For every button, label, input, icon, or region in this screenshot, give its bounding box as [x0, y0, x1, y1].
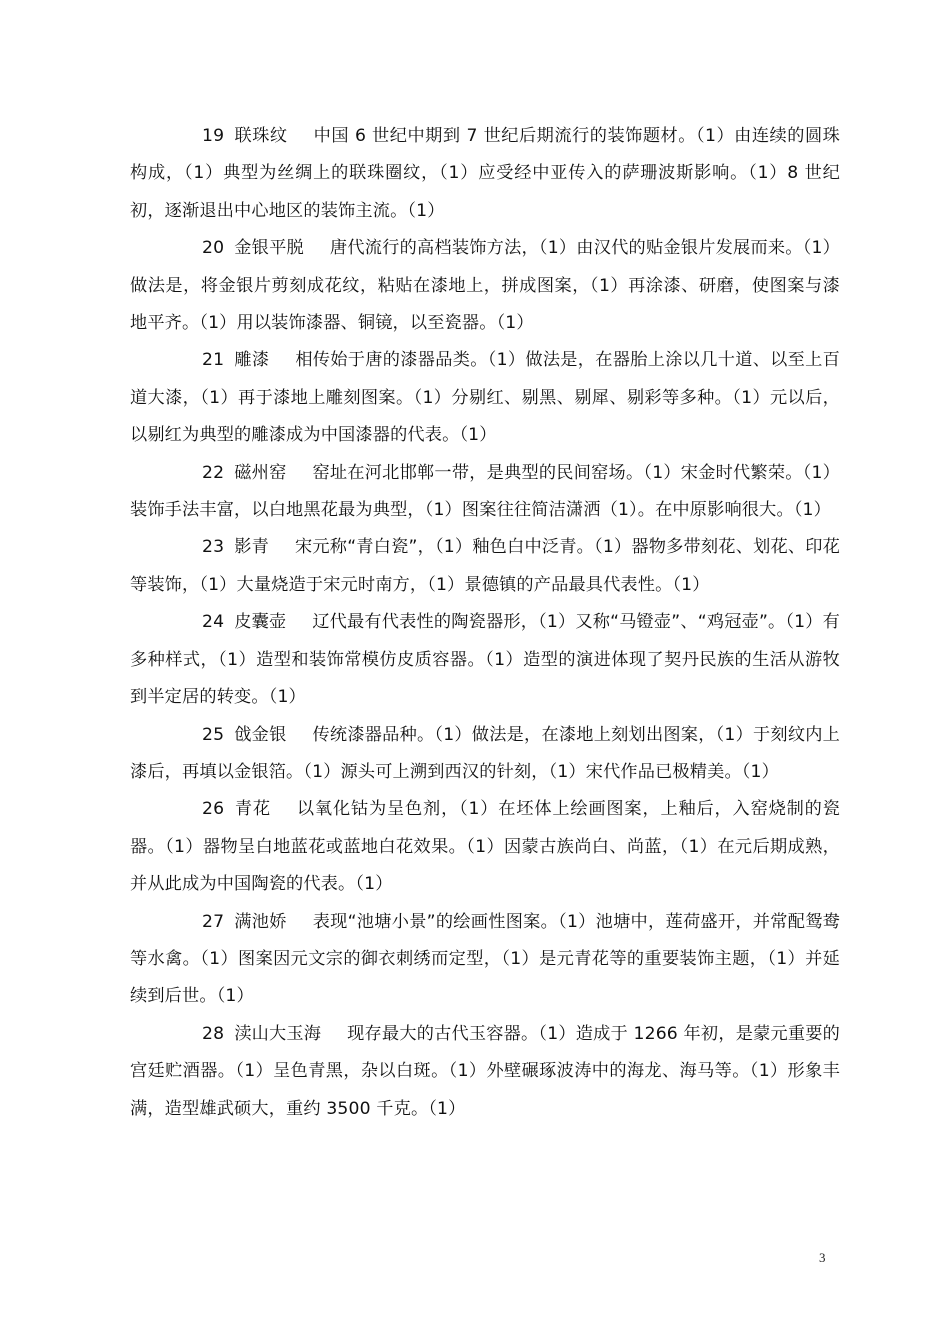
- entry-definition: 唐代流行的高档装饰方法，（1）由汉代的贴金银片发展而来。（1）做法是，将金银片剪刻成花纹，粘贴在漆地上，拼成图案，（1）再涂漆、研磨，使图案与漆地平齐。（1）用以装饰漆器、铜镜，以至瓷器。（1）: [130, 238, 840, 334]
- entry-definition: 宋元称“青白瓷”，（1）釉色白中泛青。（1）器物多带刻花、划花、印花等装饰，（1）大量烧造于宋元时南方，（1）景德镇的产品最具代表性。（1）: [130, 537, 840, 595]
- entry-definition: 中国 6 世纪中期到 7 世纪后期流行的装饰题材。（1）由连续的圆珠构成，（1）典型为丝绸上的联珠圈纹，（1）应受经中亚传入的萨珊波斯影响。（1）8 世纪初，逐渐退出中心地区的装饰主流。（1）: [130, 126, 840, 221]
- glossary-entry: [130, 717, 840, 792]
- entry-number: 23: [202, 537, 225, 558]
- entry-number: 22: [202, 462, 225, 483]
- glossary-entry: [130, 904, 840, 1016]
- entry-definition: 传统漆器品种。（1）做法是，在漆地上刻划出图案，（1）于刻纹内上漆后，再填以金银箔。（1）源头可上溯到西汉的针刻，（1）宋代作品已极精美。（1）: [130, 724, 840, 782]
- entry-number: 25: [202, 724, 225, 745]
- entry-number: 19: [202, 126, 225, 146]
- entry-term: 满池娇: [234, 911, 287, 932]
- entry-definition: 表现“池塘小景”的绘画性图案。（1）池塘中，莲荷盛开，并常配鸳鸯等水禽。（1）图案因元文宗的御衣刺绣而定型，（1）是元青花等的重要装饰主题，（1）并延续到后世。（1）: [130, 911, 841, 1007]
- entry-definition: 相传始于唐的漆器品类。（1）做法是，在器胎上涂以几十道、以至上百道大漆，（1）再于漆地上雕刻图案。（1）分剔红、剔黑、剔犀、剔彩等多种。（1）元以后，以剔红为典型的雕漆成为中国漆器的代表。（1）: [130, 350, 840, 446]
- entry-definition: 辽代最有代表性的陶瓷器形，（1）又称“马镫壶”、“鸡冠壶”。（1）有多种样式，（1）造型和装饰常模仿皮质容器。（1）造型的演进体现了契丹民族的生活从游牧到半定居的转变。（1）: [130, 612, 840, 708]
- entry-number: 27: [202, 911, 225, 932]
- entry-definition: 窑址在河北邯郸一带，是典型的民间窑场。（1）宋金时代繁荣。（1）装饰手法丰富，以白地黑花最为典型，（1）图案往往简洁潇洒（1）。在中原影响很大。（1）: [130, 462, 840, 521]
- entry-term: 金银平脱: [234, 238, 304, 259]
- entry-definition: 以氧化钴为呈色剂，（1）在坯体上绘画图案，上釉后，入窑烧制的瓷器。（1）器物呈白地蓝花或蓝地白花效果。（1）因蒙古族尚白、尚蓝，（1）在元后期成熟，并从此成为中国陶瓷的代表。（1）: [130, 799, 840, 895]
- glossary-entry: [130, 230, 840, 342]
- glossary-entry: [130, 529, 840, 604]
- glossary-entry: [130, 342, 840, 454]
- entry-term: 联珠纹: [234, 126, 288, 146]
- glossary-entry: [130, 118, 840, 230]
- entry-number: 26: [202, 799, 225, 820]
- glossary-entry: [130, 791, 840, 903]
- entry-definition: 现存最大的古代玉容器。（1）造成于 1266 年初，是蒙元重要的宫廷贮酒器。（1）呈色青黑，杂以白斑。（1）外壁碾琢波涛中的海龙、海马等。（1）形象丰满，造型雄武硕大，重约 3500 千克。（1）: [130, 1023, 840, 1119]
- entry-number: 24: [202, 612, 225, 633]
- glossary-entry: [130, 1016, 840, 1128]
- entry-term: 青花: [234, 799, 271, 820]
- entry-term: 渎山大玉海: [234, 1023, 322, 1044]
- entry-term: 雕漆: [234, 350, 270, 371]
- entry-number: 20: [202, 238, 225, 259]
- entry-number: 21: [202, 350, 225, 371]
- entry-term: 磁州窑: [234, 462, 287, 483]
- entry-term: 皮囊壶: [234, 612, 287, 633]
- glossary-entry: [130, 455, 840, 530]
- glossary-entries: [130, 118, 840, 1128]
- entry-term: 戗金银: [234, 724, 287, 745]
- glossary-entry: [130, 604, 840, 716]
- page-number: 3: [819, 1250, 826, 1265]
- entry-term: 影青: [234, 537, 270, 558]
- entry-number: 28: [202, 1023, 225, 1044]
